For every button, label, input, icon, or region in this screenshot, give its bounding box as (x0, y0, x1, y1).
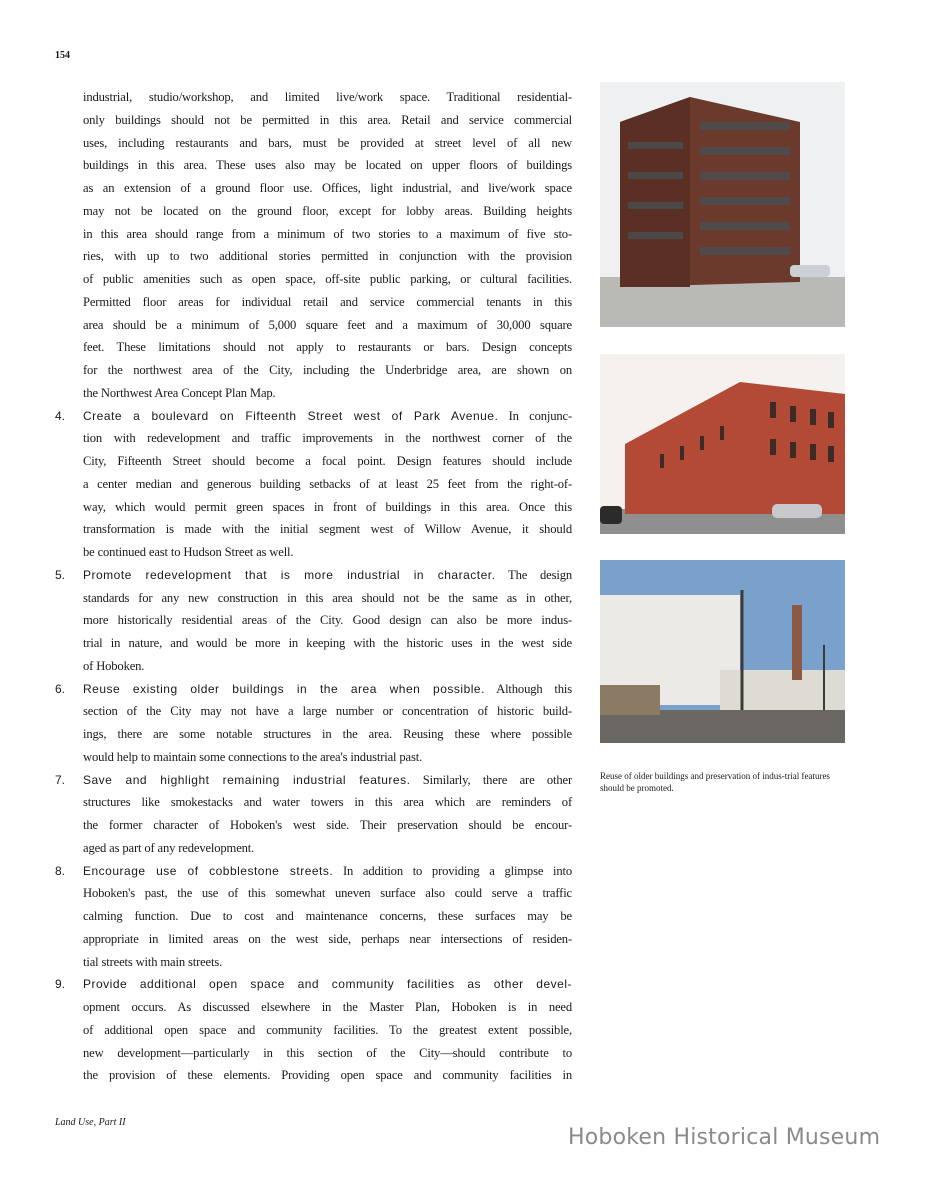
paragraph-line: the Northwest Area Concept Plan Map. (83, 385, 276, 400)
paragraph-line: uses, including restaurants and bars, must be provided at street level of all new (83, 135, 572, 150)
watermark: Hoboken Historical Museum (568, 1125, 881, 1150)
list-item-line: tial streets with main streets. (83, 954, 223, 969)
list-item-line: of additional open space and community facilities. To the greatest extent possible, (83, 1022, 572, 1037)
paragraph-line: only buildings should not be permitted in this area. Retail and service commercial (83, 112, 572, 127)
list-item-heading: Save and highlight remaining industrial features. (83, 772, 411, 787)
list-item-line: more historically residential areas of the City. Good design can also be more indus- (83, 613, 572, 628)
list-item-heading: Create a boulevard on Fifteenth Street west of Park Avenue. (83, 408, 499, 423)
list-item-line: would help to maintain some connections to the area's industrial past. (83, 749, 423, 764)
list-item-text: In addition to providing a glimpse into (333, 863, 572, 878)
list-item-line: transformation is made with the initial segment west of Willow Avenue, it should (83, 522, 572, 537)
list-item-number: 7. (55, 772, 66, 787)
list-item-line: be continued east to Hudson Street as well. (83, 545, 294, 559)
page-number: 154 (55, 50, 70, 61)
list-item-text: Similarly, there are other (410, 772, 573, 787)
paragraph-line: feet. These limitations should not apply to restaurants or bars. Design concepts (83, 340, 572, 355)
list-item-number: 8. (55, 863, 66, 878)
list-item-line: aged as part of any redevelopment. (83, 840, 255, 855)
list-item-line: trial in nature, and would be more in keeping with the historic uses in the west side (83, 636, 572, 650)
list-item-text: In conjunc- (498, 408, 572, 423)
list-item-heading: Promote redevelopment that is more industrial in character. (83, 567, 496, 582)
paragraph-line: for the northwest area of the City, including the Underbridge area, are shown on (83, 363, 572, 377)
list-item-heading: Encourage use of cobblestone streets. (83, 863, 334, 878)
paragraph-line: ries, with up to two additional stories permitted in conjunction with the provision (83, 249, 572, 264)
list-item-line: way, which would permit green spaces in front of buildings in this area. Once this (83, 499, 572, 514)
list-item-line: calming function. Due to cost and maintenance concerns, these surfaces may be (83, 909, 572, 923)
paragraph-line: in this area should range from a minimum of two stories to a maximum of five sto- (83, 226, 572, 241)
paragraph-line: of public amenities such as open space, off-site public parking, or cultural facilities. (83, 272, 572, 286)
list-item-heading: Reuse existing older buildings in the area when possible. (83, 681, 485, 696)
list-item-line: the former character of Hoboken's west side. Their preservation should be encour- (83, 818, 572, 832)
list-item-text: Although this (484, 681, 573, 696)
paragraph-line: area should be a minimum of 5,000 square feet and a maximum of 30,000 square (83, 317, 572, 332)
photo-brick-warehouse (600, 82, 845, 327)
list-item-line: City, Fifteenth Street should become a focal point. Design features should include (83, 454, 572, 468)
list-item-number: 4. (55, 408, 66, 423)
list-item-line: tion with redevelopment and traffic improvements in the northwest corner of the (83, 431, 572, 446)
paragraph-line: buildings in this area. These uses also may be located on upper floors of buildings (83, 158, 572, 173)
footer-section-title: Land Use, Part II (55, 1117, 126, 1128)
list-item-line: appropriate in limited areas on the west side, perhaps near intersections of residen- (83, 931, 572, 946)
paragraph-line: industrial, studio/workshop, and limited live/work space. Traditional residential- (83, 90, 572, 104)
list-item-line: Hoboken's past, the use of this somewhat uneven surface also could serve a traffic (83, 886, 572, 901)
list-item-line: standards for any new construction in this area should not be the same as in other, (83, 590, 572, 605)
list-item-first-line (83, 973, 572, 995)
list-item-first-line (83, 678, 572, 700)
list-item-line: ings, there are some notable structures in the area. Reusing these where possible (83, 727, 572, 741)
list-item-first-line (83, 860, 572, 882)
list-item-first-line (83, 769, 572, 791)
list-item-line: section of the City may not have a large number or concentration of historic build- (83, 704, 572, 719)
paragraph-line: may not be located on the ground floor, except for lobby areas. Building heights (83, 203, 572, 218)
list-item-first-line (83, 564, 572, 586)
list-item-line: new development—particularly in this section of the City—should contribute to (83, 1045, 572, 1060)
list-item-line: a center median and generous building setbacks of at least 25 feet from the right-of- (83, 476, 572, 491)
paragraph-line: Permitted floor areas for individual retail and service commercial tenants in this (83, 294, 572, 309)
list-item-heading: Provide additional open space and community facilities as other devel- (83, 977, 572, 992)
paragraph-line: as an extension of a ground floor use. Offices, light industrial, and live/work space (83, 181, 572, 195)
list-item-text: The design (495, 567, 572, 582)
list-item-line: the provision of these elements. Providing open space and community facilities in (83, 1068, 572, 1083)
list-item-first-line (83, 405, 572, 427)
list-item-number: 5. (55, 567, 66, 582)
photo-caption: Reuse of older buildings and preservation of indus-trial features should be promoted. (600, 771, 830, 793)
list-item-number: 9. (55, 977, 66, 992)
list-item-number: 6. (55, 681, 66, 696)
list-item-line: opment occurs. As discussed elsewhere in the Master Plan, Hoboken is in need (83, 1000, 572, 1014)
list-item-line: of Hoboken. (83, 658, 145, 673)
list-item-line: structures like smokestacks and water towers in this area which are reminders of (83, 795, 572, 810)
photo-red-brick-building (600, 354, 845, 534)
photo-industrial-smokestack (600, 560, 845, 743)
